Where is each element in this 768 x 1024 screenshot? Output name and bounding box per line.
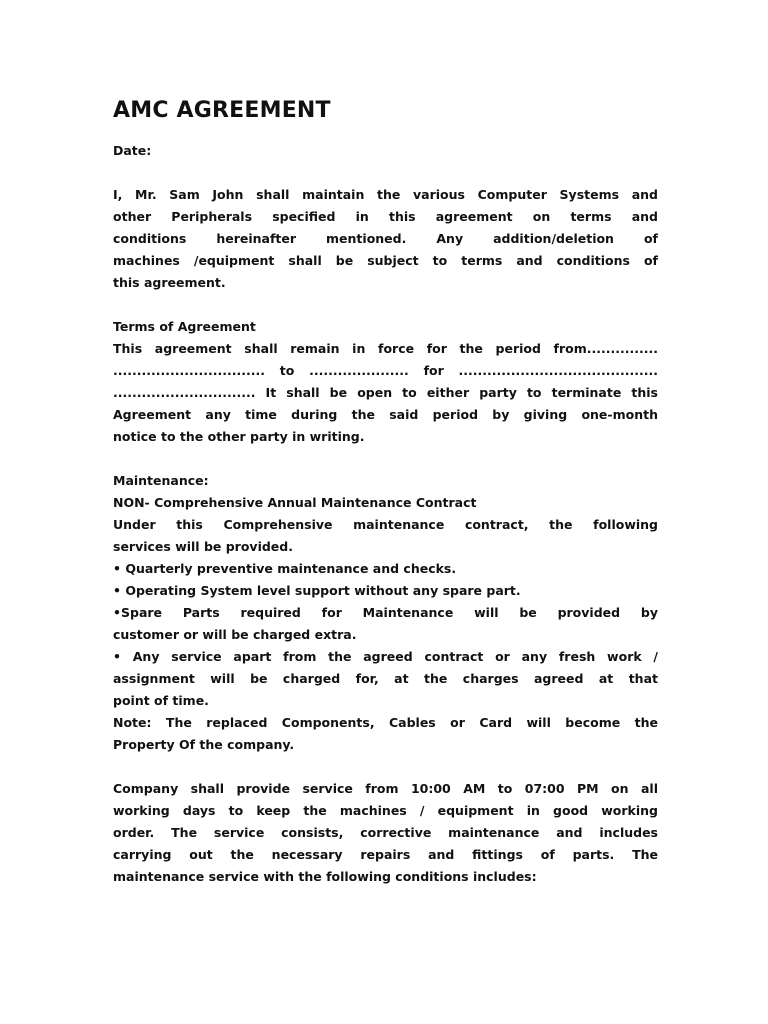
- maintenance-note: Property Of the company.: [113, 737, 295, 752]
- terms-line: Agreement any time during the said period by giving one-month: [113, 407, 658, 422]
- maintenance-note: Note: The replaced Components, Cables or Card will become the: [113, 715, 658, 730]
- maintenance-line: services will be provided.: [113, 539, 293, 554]
- maintenance-bullet: •Spare Parts required for Maintenance will be provided by: [113, 605, 658, 620]
- document-title: AMC AGREEMENT: [113, 98, 331, 123]
- service-line: working days to keep the machines / equipment in good working: [113, 803, 658, 818]
- maintenance-bullet: • Operating System level support without any spare part.: [113, 583, 521, 598]
- maintenance-paragraph: [113, 514, 658, 756]
- intro-line: conditions hereinafter mentioned. Any addition/deletion of: [113, 231, 658, 246]
- maintenance-heading: Maintenance:: [113, 473, 209, 488]
- maintenance-line: customer or will be charged extra.: [113, 627, 357, 642]
- terms-line: notice to the other party in writing.: [113, 429, 365, 444]
- service-paragraph: [113, 778, 658, 888]
- intro-line: this agreement.: [113, 275, 226, 290]
- intro-line: machines /equipment shall be subject to terms and conditions of: [113, 253, 658, 268]
- maintenance-line: assignment will be charged for, at the charges agreed at that: [113, 671, 658, 686]
- maintenance-line: point of time.: [113, 693, 209, 708]
- date-label: Date:: [113, 143, 152, 158]
- intro-line: I, Mr. Sam John shall maintain the various Computer Systems and: [113, 187, 658, 202]
- service-line: order. The service consists, corrective maintenance and includes: [113, 825, 658, 840]
- document-page: [113, 96, 658, 888]
- terms-line: This agreement shall remain in force for the period from...............: [113, 341, 658, 356]
- maintenance-subheading: NON- Comprehensive Annual Maintenance Contract: [113, 495, 477, 510]
- service-line: maintenance service with the following conditions includes:: [113, 869, 537, 884]
- terms-line: ................................ to ..................... for ..........................................: [113, 363, 658, 378]
- maintenance-bullet: • Any service apart from the agreed contract or any fresh work /: [113, 649, 658, 664]
- intro-paragraph: [113, 184, 658, 294]
- terms-paragraph: [113, 338, 658, 448]
- service-line: carrying out the necessary repairs and fittings of parts. The: [113, 847, 658, 862]
- terms-line: .............................. It shall be open to either party to terminate this: [113, 385, 658, 400]
- service-line: Company shall provide service from 10:00 AM to 07:00 PM on all: [113, 781, 658, 796]
- maintenance-bullet: • Quarterly preventive maintenance and checks.: [113, 561, 457, 576]
- intro-line: other Peripherals specified in this agreement on terms and: [113, 209, 658, 224]
- terms-heading: Terms of Agreement: [113, 319, 256, 334]
- maintenance-line: Under this Comprehensive maintenance contract, the following: [113, 517, 658, 532]
